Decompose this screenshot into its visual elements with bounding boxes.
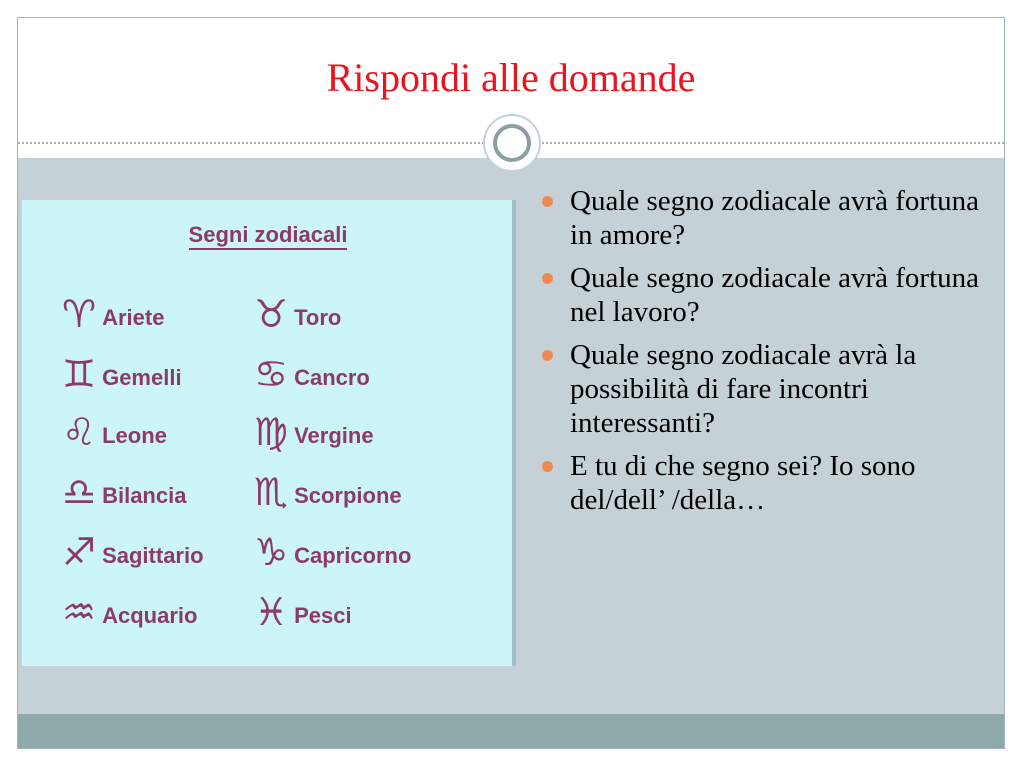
circle-ring — [493, 124, 531, 162]
bullet-text: E tu di che segno sei? Io sono del/dell’ /della… — [570, 450, 916, 516]
sign-cancro — [254, 348, 370, 396]
virgo-icon: ♍ — [254, 410, 289, 454]
sign-toro — [254, 288, 341, 336]
zodiac-image — [22, 200, 514, 666]
bullet-text: Quale segno zodiacale avrà fortuna nel lavoro? — [570, 262, 980, 328]
zodiac-title — [22, 222, 514, 248]
sign-capricorno — [254, 526, 411, 574]
scorpio-icon: ♏ — [254, 470, 289, 514]
sign-label: Capricorno — [294, 543, 412, 568]
sign-leone — [62, 406, 167, 454]
sign-label: Scorpione — [294, 483, 402, 508]
sign-bilancia — [62, 466, 186, 514]
cancer-icon: ♋ — [254, 352, 289, 396]
bullet-text: Quale segno zodiacale avrà fortuna in amore? — [570, 185, 980, 251]
slide — [17, 17, 1005, 749]
sign-label: Toro — [294, 305, 342, 330]
bullet-text: Quale segno zodiacale avrà la possibilità di fare incontri interessanti? — [570, 339, 917, 439]
sign-label: Gemelli — [102, 365, 182, 390]
sign-label: Sagittario — [102, 543, 204, 568]
libra-icon: ♎ — [62, 470, 97, 514]
sign-pesci — [254, 586, 352, 634]
bullet-list — [538, 184, 998, 526]
bullet-item — [538, 338, 998, 440]
sign-sagittario — [62, 526, 204, 574]
decorative-circle-icon — [483, 114, 541, 172]
sign-label: Acquario — [102, 603, 198, 628]
taurus-icon: ♉ — [254, 292, 289, 336]
bullet-item — [538, 449, 998, 517]
sign-scorpione — [254, 466, 402, 514]
sign-label: Vergine — [294, 423, 374, 448]
bullet-dot-icon — [542, 196, 553, 207]
bullet-dot-icon — [542, 350, 553, 361]
bullet-item — [538, 261, 998, 329]
sign-label: Bilancia — [102, 483, 187, 508]
sign-label: Ariete — [102, 305, 165, 330]
slide-footer-bar — [18, 714, 1004, 748]
pisces-icon: ♓ — [254, 590, 289, 634]
sign-ariete — [62, 288, 164, 336]
aquarius-icon: ♒ — [62, 590, 97, 634]
bullet-dot-icon — [542, 273, 553, 284]
sign-label: Leone — [102, 423, 167, 448]
sagittarius-icon: ♐ — [62, 530, 97, 574]
bullet-item — [538, 184, 998, 252]
bullet-dot-icon — [542, 461, 553, 472]
gemini-icon: ♊ — [62, 352, 97, 396]
sign-label: Cancro — [294, 365, 370, 390]
capricorn-icon: ♑ — [254, 530, 289, 574]
zodiac-title-text: Segni zodiacali — [189, 222, 348, 250]
slide-title: Rispondi alle domande — [326, 55, 696, 100]
aries-icon: ♈ — [62, 292, 97, 336]
image-shadow-edge — [512, 200, 516, 666]
sign-vergine — [254, 406, 374, 454]
leo-icon: ♌ — [62, 410, 97, 454]
sign-acquario — [62, 586, 197, 634]
sign-label: Pesci — [294, 603, 352, 628]
sign-gemelli — [62, 348, 182, 396]
